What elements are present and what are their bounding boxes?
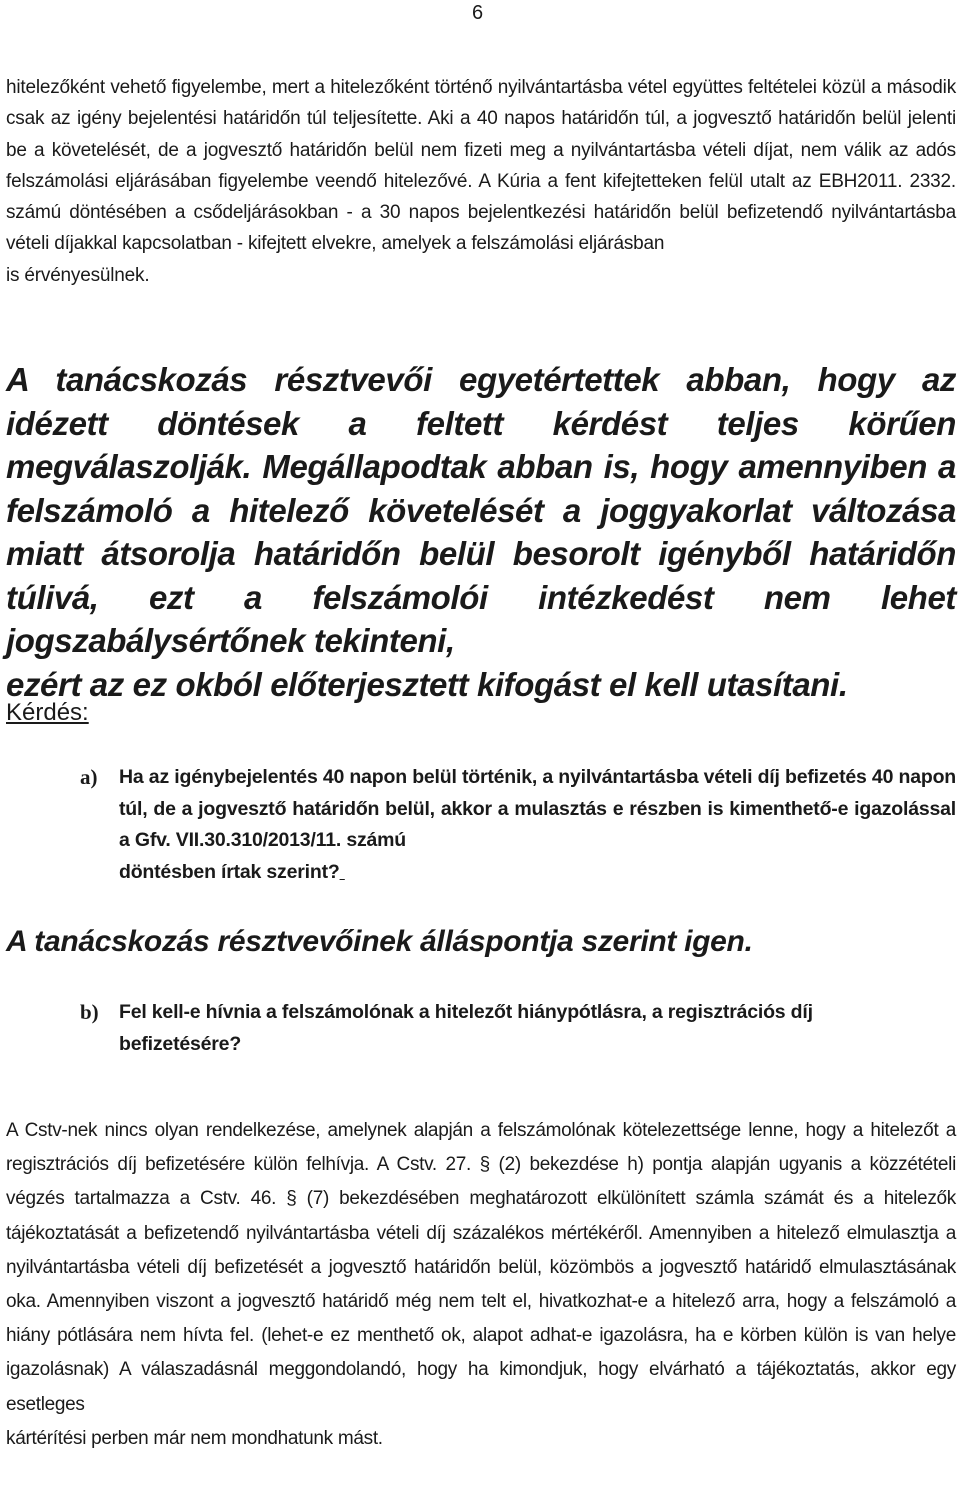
conclusion-emphasis [6,358,956,706]
question-b-last-line: befizetésére? [119,1032,242,1055]
paragraph-last-line: is érvényesülnek. [6,264,150,286]
paragraph-cstv-provisions [6,1114,956,1456]
answer-a: A tanácskozás résztvevőinek álláspontja szerint igen. [6,925,753,958]
question-a-marker: a) [80,765,98,789]
emphasis-last-line: ezért az ez okból előterjesztett kifogást el kell utasítani. [6,665,848,703]
question-b [80,997,956,1060]
question-b-marker: b) [80,1000,99,1024]
underline-mark [340,861,345,883]
question-a [80,762,956,888]
question-b-body: Fel kell-e hívnia a felszámolónak a hitelezőt hiánypótlásra, a regisztrációs díj [119,1001,813,1023]
question-b-text [119,997,956,1060]
paragraph-last-line: kártérítési perben már nem mondhatunk mást. [6,1427,383,1449]
question-a-text [119,762,956,888]
question-a-last-line: döntésben írtak szerint? [119,860,340,883]
paragraph-text: hitelezőként vehető figyelembe, mert a hitelezőként történő nyilvántartásba vétel együttes feltételei közül a második csak az igény bejelentési határidőn túl teljesítette. Aki a 40 napos határidőn túl, a jogvesztő határidőn belül jelenti be a követelését, de a jogvesztő határidőn belül nem fizeti meg a nyilvántartásba vételi díjat, nem válik az adós felszámolási eljárásában figyelembe veendő hitelezővé. A Kúria a fent kifejtetteken felül utalt az EBH2011. 2332. számú döntésében a csődeljárásokban - a 30 napos bejelentkezési határidőn belül befizetendő nyilvántartásba vételi díjakkal kapcsolatban - kifejtett elvekre, amelyek a felszámolási eljárásban [6,77,956,255]
paragraph-text: A Cstv-nek nincs olyan rendelkezése, amelynek alapján a felszámolónak kötelezettsége lenne, hogy a hitelezőt a regisztrációs díj befizetésére külön felhívja. A Cstv. 27. § (2) bekezdése h) pontja alapján ugyanis a közzétételi végzés tartalmazza a Cstv. 46. § (7) bekezdésében meghatározott elkülönített számla számát és a hitelezők tájékoztatását a befizetendő nyilvántartásba vételi díj százalékos mértékéről. Amennyiben a hitelező elmulasztja a nyilvántartásba vételi díj befizetését a jogvesztő határidőn belül, közömbös a jogvesztő határidő elmulasztásának oka. Amennyiben viszont a jogvesztő határidő még nem telt el, hivatkozhat-e a hitelező arra, hogy a felszámoló a hiány pótlására nem hívta fel. (lehet-e ez menthető ok, alapot adhat-e igazolásra, ha e körben külön is van helye igazolásnak) A válaszadásnál meggondolandó, hogy ha kimondjuk, hogy elvárható a tájékoztatás, akkor egy esetleges [6,1120,956,1415]
emphasis-text: A tanácskozás résztvevői egyetértettek abban, hogy az idézett döntések a feltett kérdést teljes körűen megválaszolják. Megállapodtak abban is, hogy amennyiben a felszámoló a hitelező követelését a joggyakorlat változása miatt átsorolja határidőn belül besorolt igényből határidőn túlivá, ezt a felszámolói intézkedést nem lehet jogszabálysértőnek tekinteni, [6,361,956,659]
question-a-body: Ha az igénybejelentés 40 napon belül történik, a nyilvántartásba vételi díj befizetés 40 napon túl, de a jogvesztő határidőn belül, akkor a mulasztás e részben is kimenthető-e igazolással a Gfv. VII.30.310/2013/11. számú [119,766,956,851]
page-number: 6 [472,2,484,24]
paragraph-creditor-registration [6,72,956,291]
question-heading: Kérdés: [6,699,89,726]
